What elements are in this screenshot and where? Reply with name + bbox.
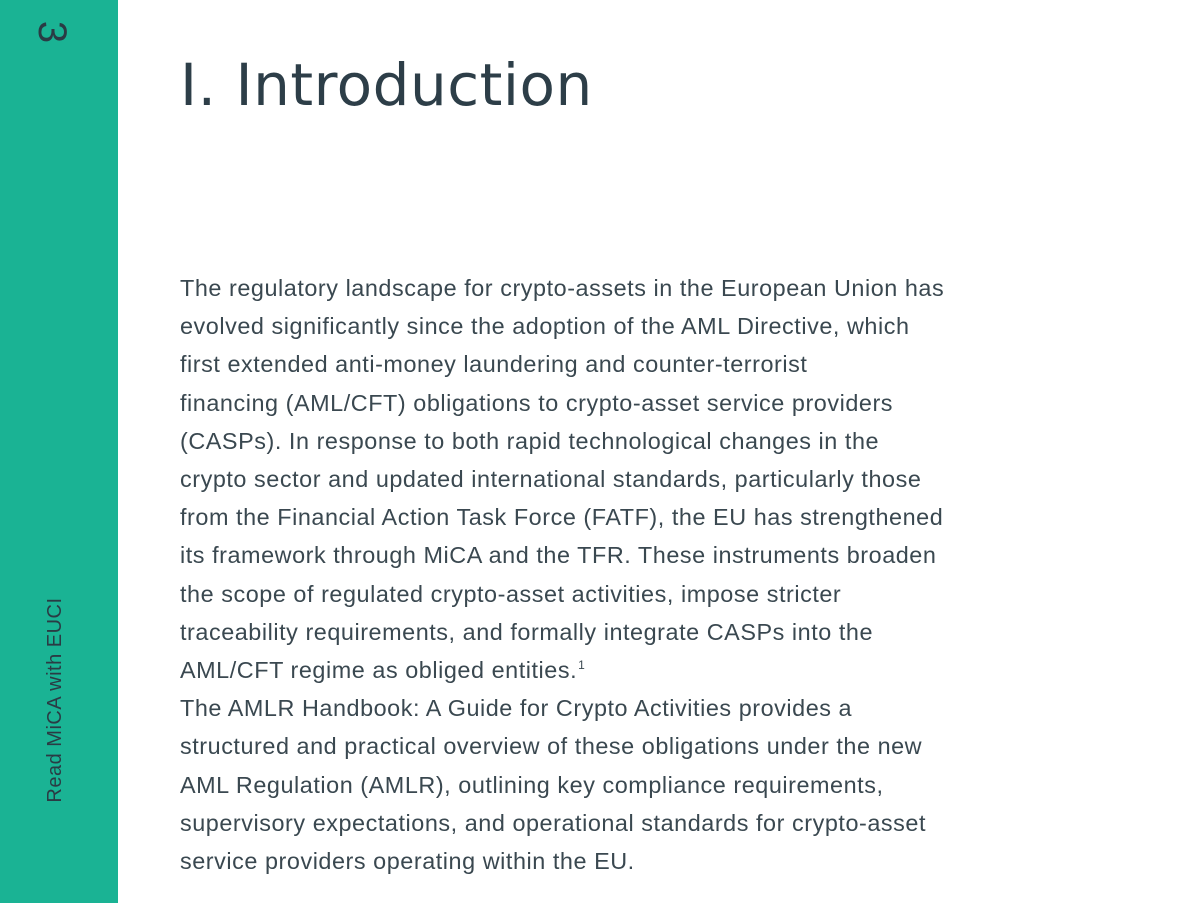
footnote-reference[interactable]: 1 [578,658,586,673]
text-line: The regulatory landscape for crypto-assets in the European Union has [180,275,945,301]
text-line: from the Financial Action Task Force (FATF), the EU has strengthened [180,504,944,531]
text-line: the scope of regulated crypto-asset activities, impose stricter [180,580,842,607]
sidebar [0,0,118,903]
section-title: I. Introduction [180,51,593,119]
body-text [180,269,1130,880]
text-line-last [180,651,1130,689]
text-line: AML Regulation (AMLR), outlining key compliance requirements, [180,771,884,798]
text-line: first extended anti-money laundering and counter-terrorist [180,351,808,378]
text-line: evolved significantly since the adoption of the AML Directive, which [180,313,910,340]
sidebar-label: Read MiCA with EUCI [44,597,66,803]
page-number: 3 [30,20,74,44]
text-line: (CASPs). In response to both rapid technological changes in the [180,427,880,454]
text-line: structured and practical overview of these obligations under the new [180,733,923,760]
text-line: service providers operating within the EU. [180,848,635,875]
text-line: The AMLR Handbook: A Guide for Crypto Activities provides a [180,695,853,722]
text-line: traceability requirements, and formally integrate CASPs into the [180,618,874,645]
text-line: crypto sector and updated international standards, particularly those [180,466,922,493]
text-line: its framework through MiCA and the TFR. These instruments broaden [180,542,937,569]
text-line-content: AML/CFT regime as obliged entities. [180,657,578,684]
text-line: supervisory expectations, and operational standards for crypto-asset [180,809,926,836]
text-line: financing (AML/CFT) obligations to crypto-asset service providers [180,389,894,416]
